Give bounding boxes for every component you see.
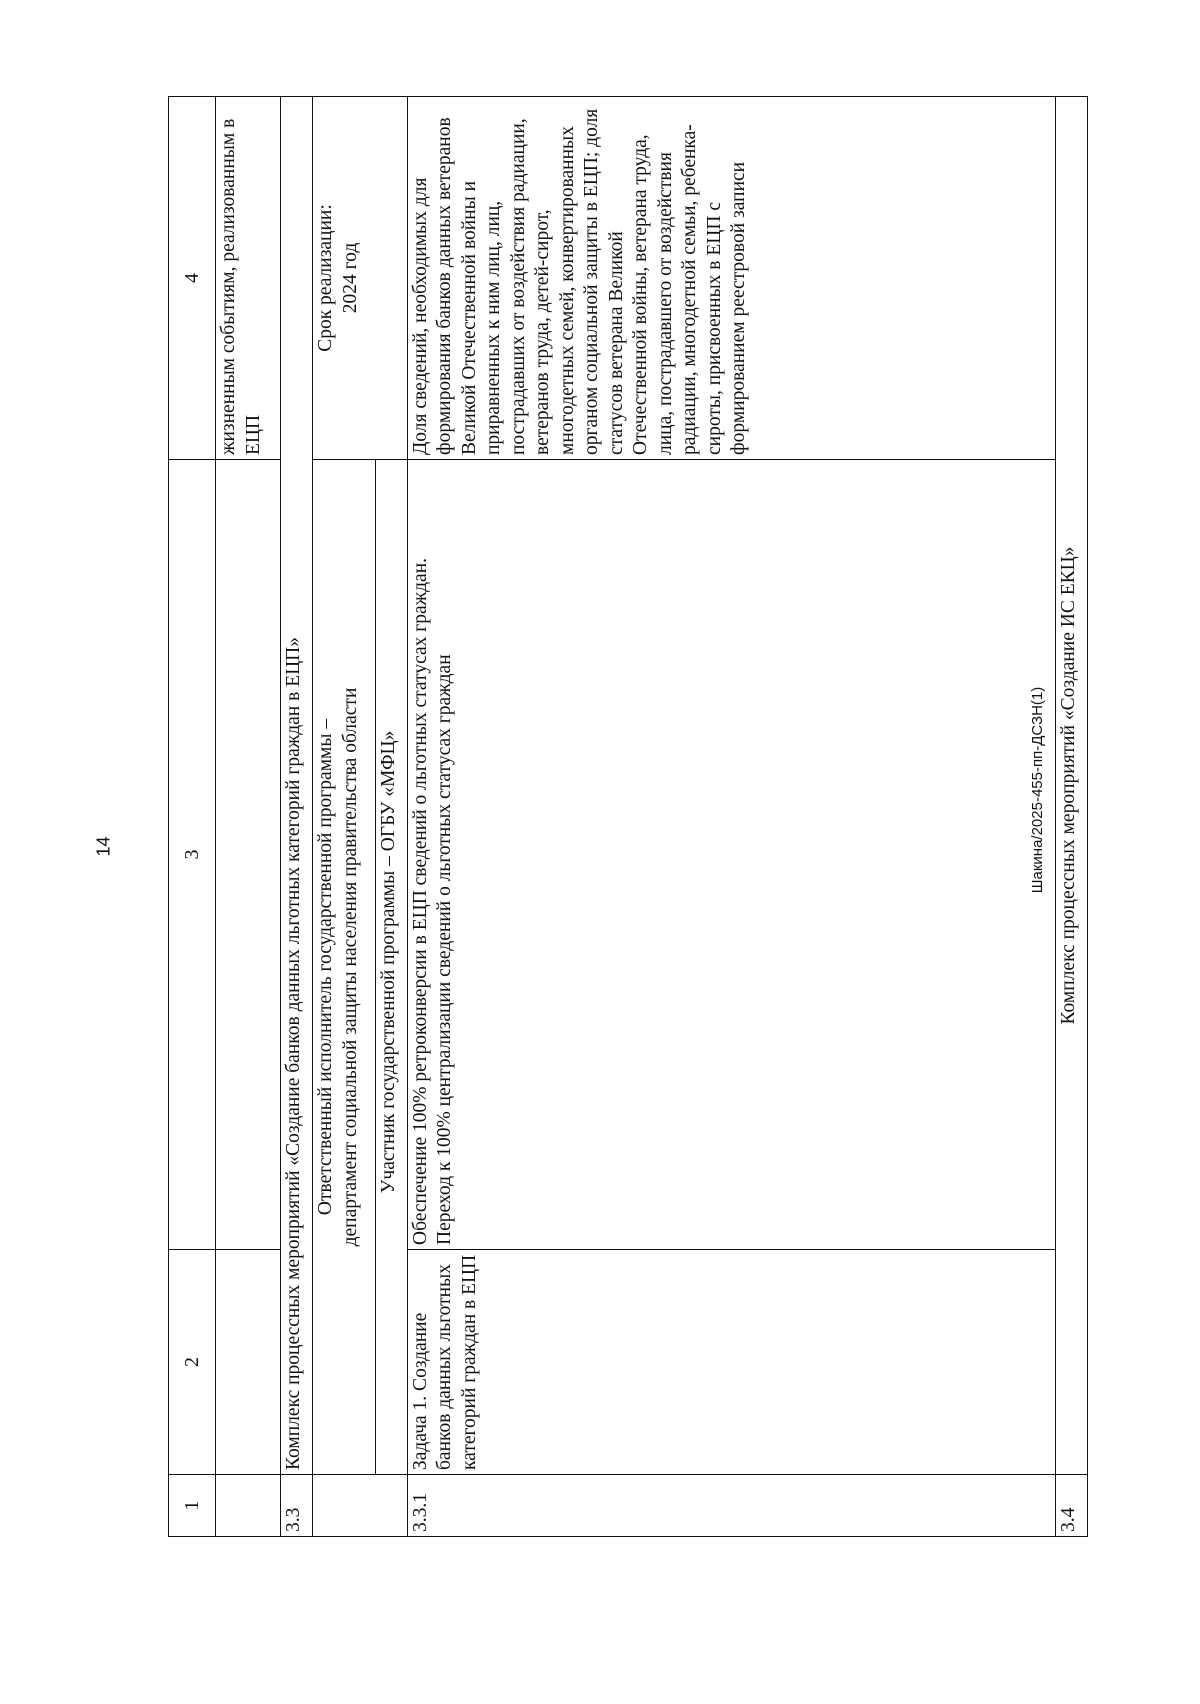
rotated-table-wrapper bbox=[168, 97, 1088, 1537]
responsible-empty-cell bbox=[313, 1475, 408, 1537]
continued-cell-3 bbox=[216, 460, 281, 1250]
task-331-indicators: Доля сведений, необходимых для формирования банков данных ветеранов Великой Отечественной войны и приравненных к ним лиц, лиц, пострадавших от воздействия радиации, ветеранов труда, детей-сирот, многодетных семей, конвертированных органом социальной защиты в ЕЦП; доля статусов ветерана Великой Отечественной войны, ветерана труда, лица, пострадавшего от воздействия радиации, многодетной семьи, ребенка-сироты, присвоенных в ЕЦП с формированием реестровой записи bbox=[407, 97, 1055, 460]
section-34-row bbox=[1055, 97, 1087, 1537]
continued-row bbox=[216, 97, 281, 1537]
measures-table-rotated bbox=[168, 97, 1088, 1537]
header-col-2: 2 bbox=[169, 1250, 216, 1475]
section-34-number: 3.4 bbox=[1055, 1475, 1087, 1537]
document-id: Шакина/2025-455-пп-ДСЗН(1) bbox=[1029, 686, 1046, 894]
responsible-executor: Ответственный исполнитель государственной программы – департамент социальной защиты населения правительства области bbox=[313, 460, 375, 1475]
section-33-number: 3.3 bbox=[280, 1475, 312, 1537]
program-participant: Участник государственной программы – ОГБУ «МФЦ» bbox=[375, 460, 407, 1475]
task-331-effects: Обеспечение 100% ретроконверсии в ЕЦП сведений о льготных статусах граждан. Переход к 100% централизации сведений о льготных статусах граждан bbox=[407, 460, 1055, 1250]
section-33-title: Комплекс процессных мероприятий «Создание банков данных льготных категорий граждан в ЕЦП» bbox=[280, 97, 312, 1475]
header-row bbox=[169, 97, 216, 1537]
continued-cell-1 bbox=[216, 1475, 281, 1537]
header-col-4: 4 bbox=[169, 97, 216, 460]
implementation-term: Срок реализации: 2024 год bbox=[313, 97, 408, 460]
task-331-number: 3.3.1 bbox=[407, 1475, 1055, 1537]
responsible-row bbox=[313, 97, 375, 1537]
header-col-1: 1 bbox=[169, 1475, 216, 1537]
header-col-3: 3 bbox=[169, 460, 216, 1250]
section-33-row bbox=[280, 97, 312, 1537]
page-number: 14 bbox=[93, 836, 114, 857]
continued-cell-2 bbox=[216, 1250, 281, 1475]
continued-cell-4: жизненным событиям, реализованным в ЕЦП bbox=[216, 97, 281, 460]
measures-table bbox=[168, 96, 1088, 1537]
section-34-title: Комплекс процессных мероприятий «Создание ИС ЕКЦ» bbox=[1055, 97, 1087, 1475]
task-331-row bbox=[407, 97, 1055, 1537]
task-331-description: Задача 1. Создание банков данных льготных категорий граждан в ЕЦП bbox=[407, 1250, 1055, 1475]
